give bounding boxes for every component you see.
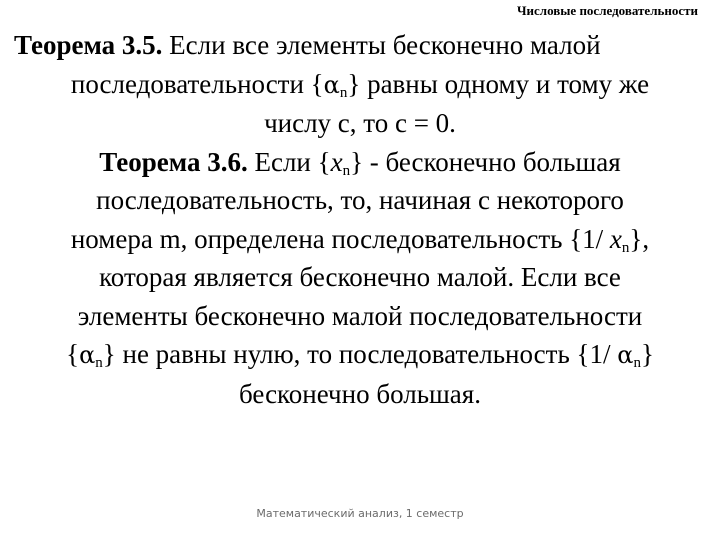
slide-footer: Математический анализ, 1 семестр	[256, 507, 464, 520]
text-fragment: последовательности {	[70, 68, 324, 99]
text-fragment: }	[640, 339, 654, 369]
x-variable: x	[330, 146, 343, 177]
slide-body	[0, 26, 720, 413]
theorem-3-6-line-1	[0, 143, 720, 182]
alpha-symbol: α	[617, 341, 634, 369]
theorem-3-5-label: Теорема 3.5.	[14, 30, 163, 60]
theorem-3-6-line-3	[0, 220, 720, 259]
theorem-3-5-text: Если все элементы бесконечно малой	[162, 30, 601, 60]
slide-header-title: Числовые последовательности	[516, 3, 698, 18]
alpha-symbol: α	[323, 70, 340, 99]
text-fragment: номера m, определена последовательность {1/	[70, 223, 610, 254]
text-fragment: Если {	[247, 146, 331, 177]
text-fragment: } равны одному и тому же	[347, 68, 650, 99]
theorem-3-6-line-7: бесконечно большая.	[239, 378, 481, 409]
subscript-n: n	[339, 84, 348, 101]
subscript-n: n	[633, 355, 641, 371]
theorem-3-6-line-4: которая является бесконечно малой. Если все	[99, 262, 621, 292]
theorem-3-6-line-5: элементы бесконечно малой последовательности	[77, 300, 643, 331]
theorem-3-5-line-1	[0, 26, 720, 65]
theorem-3-6-line-6	[0, 335, 720, 375]
text-fragment: {	[66, 339, 80, 369]
text-fragment: },	[629, 223, 650, 254]
subscript-n: n	[342, 162, 351, 179]
text-fragment: } - бесконечно большая	[350, 146, 621, 177]
subscript-n: n	[95, 355, 103, 371]
x-variable: x	[609, 223, 622, 254]
theorem-3-6-label: Теорема 3.6.	[99, 146, 248, 177]
theorem-3-6-line-2: последовательность, то, начиная с некоторого	[96, 185, 624, 215]
theorem-3-5-line-2	[0, 65, 720, 105]
text-fragment: } не равны нулю, то последовательность {1/	[102, 339, 618, 369]
alpha-symbol: α	[79, 341, 96, 369]
theorem-3-5-line-3: числу с, то с = 0.	[264, 108, 456, 138]
subscript-n: n	[621, 239, 630, 256]
